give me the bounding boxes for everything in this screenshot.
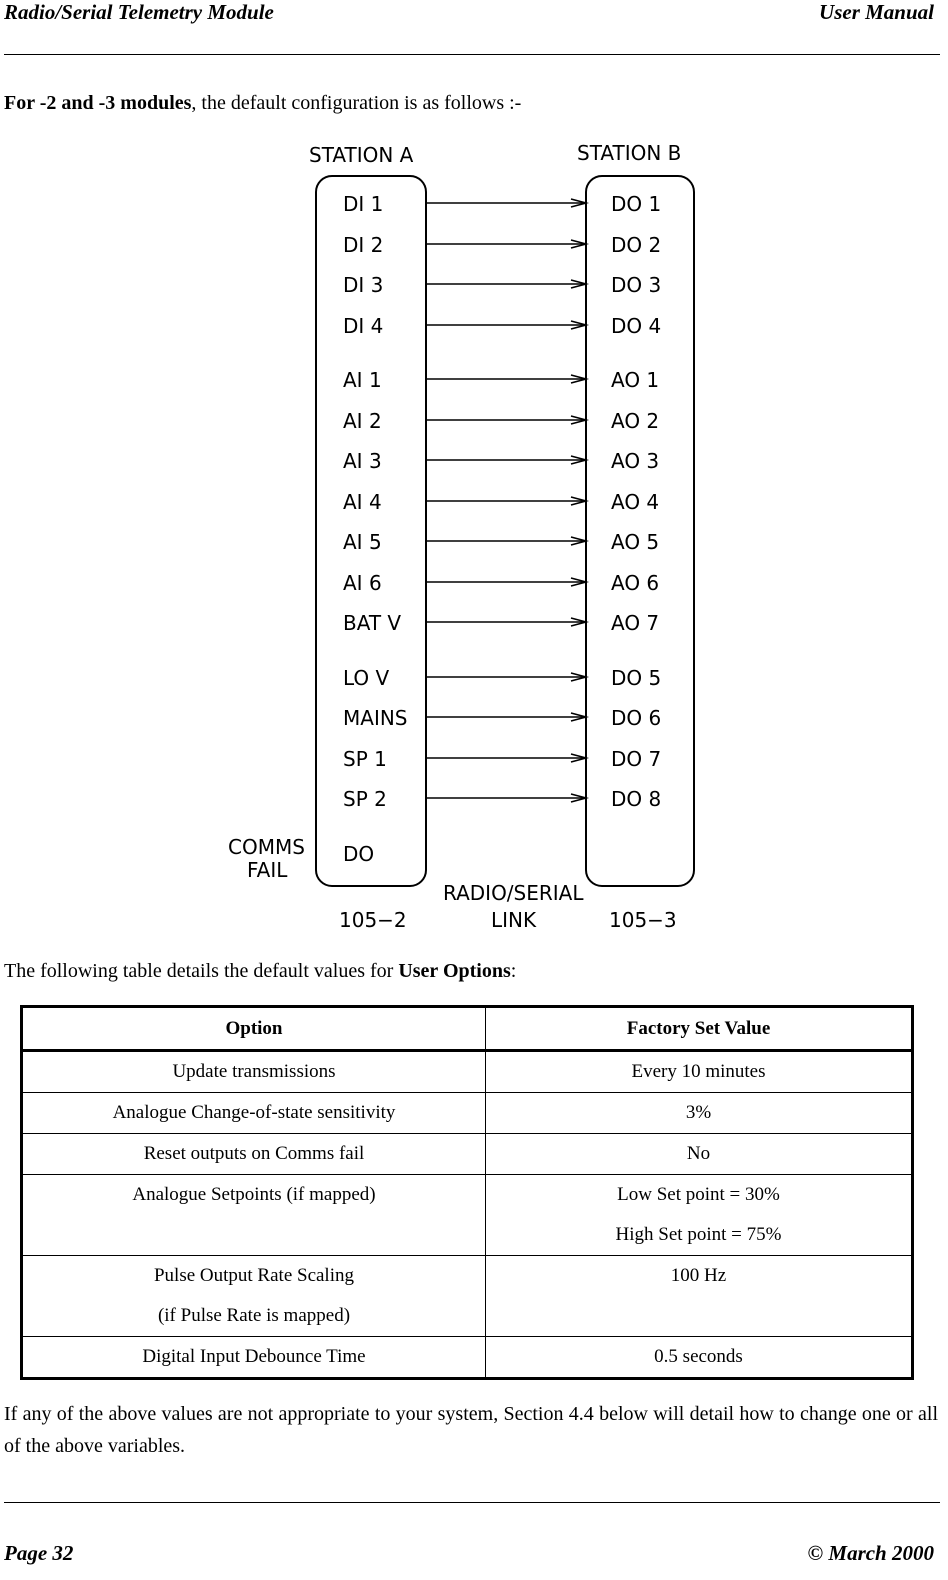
footer-page-number: Page 32 <box>4 1541 74 1565</box>
cell-option <box>22 1256 486 1337</box>
table-row <box>22 1051 913 1093</box>
cell-option-line: Reset outputs on Comms fail <box>143 1143 365 1164</box>
cell-option <box>22 1337 486 1379</box>
station-a-input-12: LO V <box>343 666 390 690</box>
table-row <box>22 1175 913 1256</box>
model-a-label: 105−2 <box>339 908 407 932</box>
cell-option-line: Digital Input Debounce Time <box>142 1346 366 1367</box>
station-b-output-3: DO 3 <box>611 273 662 297</box>
header-title: Radio/Serial Telemetry Module <box>4 0 274 24</box>
station-b-output-5: AO 1 <box>611 368 660 392</box>
cell-value <box>486 1175 913 1256</box>
table-intro <box>4 960 516 983</box>
cell-value-line: No <box>686 1143 711 1164</box>
cell-option <box>22 1093 486 1134</box>
table-row <box>22 1093 913 1134</box>
station-b-output-12: DO 5 <box>611 666 662 690</box>
cell-value <box>486 1337 913 1379</box>
station-a-input-14: SP 1 <box>343 747 387 771</box>
cell-option-line: Analogue Change-of-state sensitivity <box>112 1102 396 1123</box>
cell-value <box>486 1051 913 1093</box>
station-a-input-9: AI 5 <box>343 530 382 554</box>
station-b-output-11: AO 7 <box>611 611 660 635</box>
station-b-output-9: AO 5 <box>611 530 660 554</box>
station-b-output-8: AO 4 <box>611 490 660 514</box>
station-b-output-7: AO 3 <box>611 449 660 473</box>
column-header-option: Option <box>22 1007 486 1051</box>
header-rule <box>4 54 940 55</box>
station-b-output-6: AO 2 <box>611 409 660 433</box>
station-a-input-5: AI 1 <box>343 368 382 392</box>
comms-fail-output: DO <box>343 842 375 866</box>
station-b-output-10: AO 6 <box>611 571 660 595</box>
station-a-input-2: DI 2 <box>343 233 384 257</box>
link-label-1: RADIO/SERIAL <box>443 881 584 905</box>
cell-value <box>486 1256 913 1337</box>
cell-option <box>22 1134 486 1175</box>
cell-value-line: 0.5 seconds <box>654 1346 743 1367</box>
station-a-input-8: AI 4 <box>343 490 382 514</box>
station-a-input-6: AI 2 <box>343 409 382 433</box>
user-options-table <box>20 1005 914 1380</box>
station-a-input-13: MAINS <box>343 706 408 730</box>
station-b-label: STATION B <box>577 141 682 165</box>
station-a-input-3: DI 3 <box>343 273 384 297</box>
header-manual-label: User Manual <box>819 0 934 24</box>
station-b-output-1: DO 1 <box>611 192 662 216</box>
cell-option-line: Update transmissions <box>172 1061 336 1082</box>
link-label-2: LINK <box>491 908 537 932</box>
station-b-output-15: DO 8 <box>611 787 662 811</box>
station-a-inputs <box>343 192 408 811</box>
table-row <box>22 1134 913 1175</box>
configuration-diagram <box>0 130 948 940</box>
cell-value-line: High Set point = 75% <box>615 1224 782 1245</box>
station-b-outputs <box>611 192 661 811</box>
station-a-input-10: AI 6 <box>343 571 382 595</box>
station-b-output-2: DO 2 <box>611 233 662 257</box>
table-header-row <box>22 1007 913 1051</box>
station-b-output-14: DO 7 <box>611 747 662 771</box>
station-a-input-1: DI 1 <box>343 192 384 216</box>
station-b-output-13: DO 6 <box>611 706 662 730</box>
intro-paragraph <box>4 92 521 115</box>
cell-option-line: Analogue Setpoints (if mapped) <box>132 1184 376 1205</box>
column-header-value: Factory Set Value <box>486 1007 913 1051</box>
signal-arrows <box>426 199 586 802</box>
station-a-input-4: DI 4 <box>343 314 384 338</box>
table-intro-text: The following table details the default values for <box>4 960 399 982</box>
cell-option <box>22 1051 486 1093</box>
intro-bold: For -2 and -3 modules <box>4 92 192 114</box>
station-b-output-4: DO 4 <box>611 314 662 338</box>
intro-rest: , the default configuration is as follows :- <box>191 92 522 114</box>
station-a-label: STATION A <box>309 143 414 167</box>
table-row <box>22 1337 913 1379</box>
cell-value-line: 100 Hz <box>670 1265 727 1286</box>
cell-value <box>486 1134 913 1175</box>
station-a-input-7: AI 3 <box>343 449 382 473</box>
comms-fail-label-2: FAIL <box>247 858 288 882</box>
table-intro-tail: : <box>510 960 517 982</box>
table-row <box>22 1256 913 1337</box>
footer-rule <box>4 1502 940 1503</box>
cell-option-line: Pulse Output Rate Scaling <box>153 1265 354 1286</box>
cell-value-line: Every 10 minutes <box>631 1061 766 1082</box>
cell-value-line: Low Set point = 30% <box>617 1184 780 1205</box>
cell-option <box>22 1175 486 1256</box>
cell-value-line: 3% <box>685 1102 712 1123</box>
comms-fail-label-1: COMMS <box>228 835 305 859</box>
station-a-input-11: BAT V <box>343 611 402 635</box>
station-a-input-15: SP 2 <box>343 787 387 811</box>
model-b-label: 105−3 <box>609 908 677 932</box>
table-intro-bold: User Options <box>398 960 511 982</box>
cell-value <box>486 1093 913 1134</box>
footer-date: © March 2000 <box>807 1541 934 1565</box>
closing-paragraph: If any of the above values are not appropriate to your system, Section 4.4 below will detail how to change one or all of the above variables. <box>4 1403 938 1457</box>
cell-option-line: (if Pulse Rate is mapped) <box>157 1305 351 1326</box>
